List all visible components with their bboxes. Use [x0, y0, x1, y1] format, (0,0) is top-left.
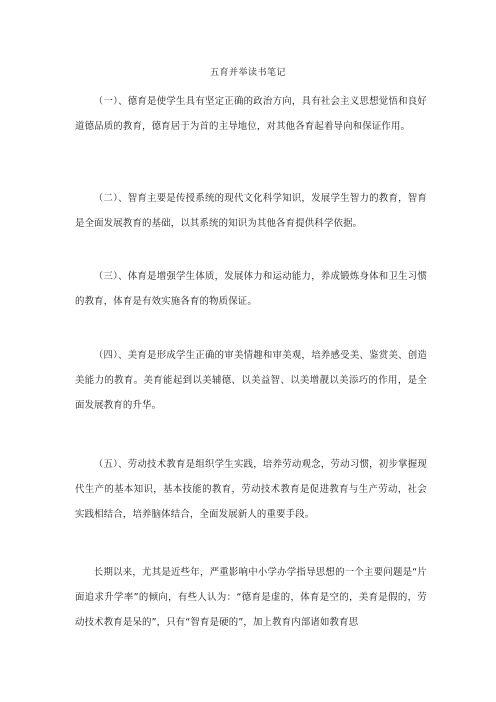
paragraph-labor-education: （五）、劳动技术教育是组织学生实践，培养劳动观念，劳动习惯，初步掌握现代生产的基本知识，基本技能的教育，劳动技术教育是促进教育与生产劳动，社会实践相结合，培养脑体结合，全面发展新人的重要手段。 — [75, 459, 427, 520]
paragraph-physical-education: （三）、体育是增强学生体质，发展体力和运动能力，养成锻炼身体和卫生习惯的教育，体育是有效实施各育的物质保证。 — [75, 271, 427, 307]
document-title: 五育并举读书笔记 — [209, 68, 286, 78]
paragraph-aesthetic-education: （四）、美育是形成学生正确的审美情趣和审美观，培养感受美、鉴赏美、创造美能力的教育。美育能起到以美辅德、以美益智、以美增靓以美添巧的作用，是全面发展教育的升华。 — [75, 350, 427, 411]
paragraph-intellectual-education: （二）、智育主要是传授系统的现代文化科学知识，发展学生智力的教育，智育是全面发展教育的基础，以其系统的知识为其他各育提供科学依据。 — [75, 193, 427, 229]
paragraph-discussion: 长期以来，尤其是近些年，严重影响中小学办学指导思想的一个主要问题是“片面追求升学率”的倾向，有些人认为：“德育是虚的，体育是空的，美育是假的，劳动技术教育是呆的”，只有“智育是硬的”，加上教育内部诸如教育思 — [75, 567, 427, 628]
paragraph-moral-education: （一）、德育是使学生具有坚定正确的政治方向，具有社会主义思想觉悟和良好道德品质的教育，德育居于为首的主导地位，对其他各育起着导向和保证作用。 — [75, 96, 427, 132]
